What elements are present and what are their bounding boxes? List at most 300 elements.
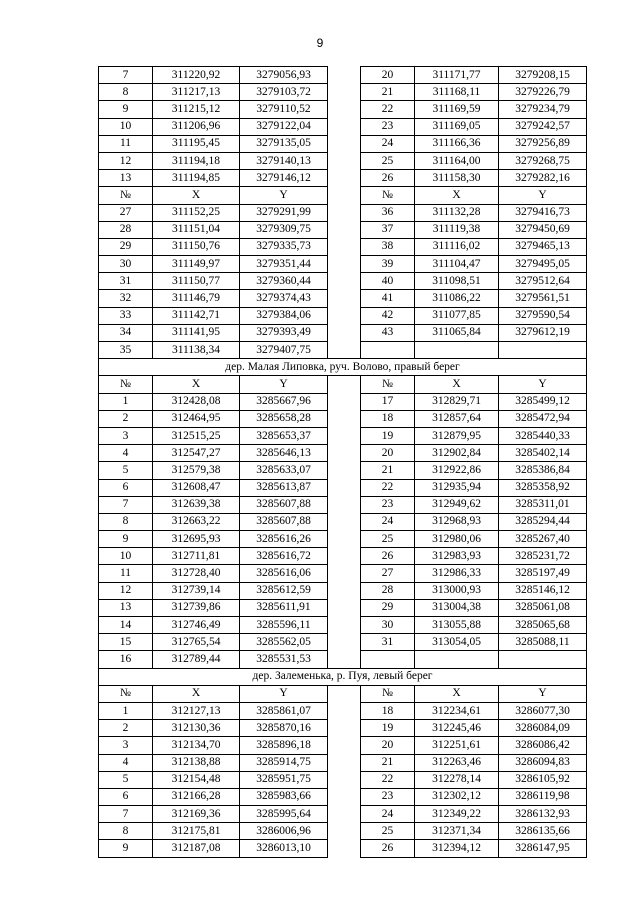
y-coordinate: 3285440,33 xyxy=(499,427,587,444)
point-number: 3 xyxy=(99,737,153,754)
point-number: 41 xyxy=(361,290,415,307)
column-gap xyxy=(328,634,361,651)
table-header-row xyxy=(99,187,587,204)
x-coordinate: 311142,71 xyxy=(153,307,240,324)
column-gap xyxy=(328,788,361,805)
point-number: 1 xyxy=(99,702,153,719)
point-number: 8 xyxy=(99,823,153,840)
y-coordinate: 3285612,59 xyxy=(240,582,328,599)
point-number: 24 xyxy=(361,135,415,152)
point-number: 13 xyxy=(99,170,153,187)
header-point-number: № xyxy=(99,685,153,702)
point-number: 9 xyxy=(99,101,153,118)
point-number: 25 xyxy=(361,152,415,169)
x-coordinate: 311164,00 xyxy=(415,152,499,169)
x-coordinate: 312695,93 xyxy=(153,531,240,548)
section-title: дер. Залеменька, р. Пуя, левый берег xyxy=(99,668,587,685)
y-coordinate: 3285995,64 xyxy=(240,806,328,823)
x-coordinate: 312639,38 xyxy=(153,496,240,513)
x-coordinate: 311119,38 xyxy=(415,221,499,238)
column-gap xyxy=(328,702,361,719)
y-coordinate: 3286084,09 xyxy=(499,720,587,737)
column-gap xyxy=(328,393,361,410)
table-row xyxy=(99,273,587,290)
table-row xyxy=(99,445,587,462)
y-coordinate: 3285088,11 xyxy=(499,634,587,651)
point-number: 6 xyxy=(99,788,153,805)
header-point-number: № xyxy=(99,187,153,204)
y-coordinate: 3285607,88 xyxy=(240,496,328,513)
x-coordinate: 311194,85 xyxy=(153,170,240,187)
x-coordinate: 312949,62 xyxy=(415,496,499,513)
x-coordinate: 311077,85 xyxy=(415,307,499,324)
y-coordinate: 3279103,72 xyxy=(240,84,328,101)
point-number: 18 xyxy=(361,410,415,427)
y-coordinate: 3279465,13 xyxy=(499,238,587,255)
header-y-coordinate: Y xyxy=(499,685,587,702)
header-point-number: № xyxy=(361,187,415,204)
point-number: 13 xyxy=(99,599,153,616)
x-coordinate: 311166,36 xyxy=(415,135,499,152)
x-coordinate: 311171,77 xyxy=(415,67,499,84)
y-coordinate: 3285613,87 xyxy=(240,479,328,496)
x-coordinate: 312608,47 xyxy=(153,479,240,496)
x-coordinate: 311169,05 xyxy=(415,118,499,135)
section-title-row xyxy=(99,668,587,685)
x-coordinate: 312857,64 xyxy=(415,410,499,427)
x-coordinate: 311217,13 xyxy=(153,84,240,101)
y-coordinate: 3279282,16 xyxy=(499,170,587,187)
y-coordinate: 3285061,08 xyxy=(499,599,587,616)
y-coordinate: 3279612,19 xyxy=(499,324,587,341)
x-coordinate: 312234,61 xyxy=(415,702,499,719)
point-number: 31 xyxy=(361,634,415,651)
table-row xyxy=(99,565,587,582)
point-number: 39 xyxy=(361,256,415,273)
table-row xyxy=(99,307,587,324)
x-coordinate: 311138,34 xyxy=(153,342,240,359)
y-coordinate: 3286086,42 xyxy=(499,737,587,754)
x-coordinate: 312902,84 xyxy=(415,445,499,462)
column-gap xyxy=(328,496,361,513)
point-number: 10 xyxy=(99,118,153,135)
y-coordinate: 3279146,12 xyxy=(240,170,328,187)
column-gap xyxy=(328,754,361,771)
point-number: 19 xyxy=(361,720,415,737)
point-number: 6 xyxy=(99,479,153,496)
y-coordinate: 3285562,05 xyxy=(240,634,328,651)
x-coordinate: 312371,34 xyxy=(415,823,499,840)
section-title: дер. Малая Липовка, руч. Волово, правый берег xyxy=(99,359,587,376)
point-number: 5 xyxy=(99,771,153,788)
y-coordinate: 3286013,10 xyxy=(240,840,328,857)
point-number: 11 xyxy=(99,135,153,152)
column-gap xyxy=(328,582,361,599)
point-number: 20 xyxy=(361,67,415,84)
y-coordinate: 3279122,04 xyxy=(240,118,328,135)
point-number: 22 xyxy=(361,771,415,788)
x-coordinate: 311169,59 xyxy=(415,101,499,118)
column-gap xyxy=(328,823,361,840)
point-number: 3 xyxy=(99,427,153,444)
table-row xyxy=(99,342,587,359)
table-row xyxy=(99,221,587,238)
point-number: 30 xyxy=(99,256,153,273)
y-coordinate: 3285667,96 xyxy=(240,393,328,410)
x-coordinate: 311152,25 xyxy=(153,204,240,221)
y-coordinate: 3279208,15 xyxy=(499,67,587,84)
point-number: 25 xyxy=(361,823,415,840)
y-coordinate: 3279393,49 xyxy=(240,324,328,341)
table-row xyxy=(99,290,587,307)
column-gap xyxy=(328,840,361,857)
table-row xyxy=(99,67,587,84)
column-gap xyxy=(328,84,361,101)
x-coordinate: 311150,76 xyxy=(153,238,240,255)
y-coordinate: 3279242,57 xyxy=(499,118,587,135)
x-coordinate: 312245,46 xyxy=(415,720,499,737)
y-coordinate: 3285311,01 xyxy=(499,496,587,513)
x-coordinate: 312728,40 xyxy=(153,565,240,582)
y-coordinate: 3279140,13 xyxy=(240,152,328,169)
x-coordinate: 312428,08 xyxy=(153,393,240,410)
point-number: 11 xyxy=(99,565,153,582)
point-number: 19 xyxy=(361,427,415,444)
y-coordinate: 3285472,94 xyxy=(499,410,587,427)
point-number: 27 xyxy=(361,565,415,582)
header-x-coordinate: X xyxy=(415,187,499,204)
table-row xyxy=(99,702,587,719)
table-row xyxy=(99,479,587,496)
point-number: 9 xyxy=(99,531,153,548)
table-row xyxy=(99,771,587,788)
point-number: 21 xyxy=(361,462,415,479)
x-coordinate: 312349,22 xyxy=(415,806,499,823)
column-gap xyxy=(328,187,361,204)
column-gap xyxy=(328,462,361,479)
point-number: 5 xyxy=(99,462,153,479)
column-gap xyxy=(328,531,361,548)
header-x-coordinate: X xyxy=(153,187,240,204)
header-point-number: № xyxy=(361,376,415,393)
y-coordinate: 3279256,89 xyxy=(499,135,587,152)
x-coordinate: 312464,95 xyxy=(153,410,240,427)
y-coordinate: 3285658,28 xyxy=(240,410,328,427)
column-gap xyxy=(328,479,361,496)
y-coordinate: 3279512,64 xyxy=(499,273,587,290)
y-coordinate: 3285983,66 xyxy=(240,788,328,805)
y-coordinate xyxy=(499,342,587,359)
x-coordinate: 311194,18 xyxy=(153,152,240,169)
y-coordinate: 3285616,26 xyxy=(240,531,328,548)
y-coordinate: 3285596,11 xyxy=(240,617,328,634)
column-gap xyxy=(328,273,361,290)
point-number: 21 xyxy=(361,754,415,771)
header-x-coordinate: X xyxy=(153,376,240,393)
header-y-coordinate: Y xyxy=(499,187,587,204)
x-coordinate: 312175,81 xyxy=(153,823,240,840)
x-coordinate: 311151,04 xyxy=(153,221,240,238)
table-row xyxy=(99,548,587,565)
x-coordinate: 311116,02 xyxy=(415,238,499,255)
y-coordinate: 3285402,14 xyxy=(499,445,587,462)
y-coordinate xyxy=(499,651,587,668)
point-number: 22 xyxy=(361,101,415,118)
x-coordinate: 312879,95 xyxy=(415,427,499,444)
point-number: 34 xyxy=(99,324,153,341)
y-coordinate: 3285146,12 xyxy=(499,582,587,599)
y-coordinate: 3285896,18 xyxy=(240,737,328,754)
y-coordinate: 3279226,79 xyxy=(499,84,587,101)
table-row xyxy=(99,152,587,169)
column-gap xyxy=(328,617,361,634)
y-coordinate: 3285499,12 xyxy=(499,393,587,410)
x-coordinate: 312789,44 xyxy=(153,651,240,668)
point-number: 35 xyxy=(99,342,153,359)
y-coordinate: 3286132,93 xyxy=(499,806,587,823)
point-number: 20 xyxy=(361,445,415,462)
y-coordinate: 3286105,92 xyxy=(499,771,587,788)
column-gap xyxy=(328,771,361,788)
point-number: 25 xyxy=(361,531,415,548)
y-coordinate: 3279291,99 xyxy=(240,204,328,221)
x-coordinate: 312251,61 xyxy=(415,737,499,754)
header-point-number: № xyxy=(99,376,153,393)
table-row xyxy=(99,737,587,754)
point-number: 23 xyxy=(361,788,415,805)
y-coordinate: 3279416,73 xyxy=(499,204,587,221)
table-row xyxy=(99,617,587,634)
point-number: 38 xyxy=(361,238,415,255)
point-number: 29 xyxy=(361,599,415,616)
table-row xyxy=(99,101,587,118)
point-number: 24 xyxy=(361,513,415,530)
x-coordinate: 312935,94 xyxy=(415,479,499,496)
x-coordinate: 312127,13 xyxy=(153,702,240,719)
x-coordinate: 311149,97 xyxy=(153,256,240,273)
y-coordinate: 3286094,83 xyxy=(499,754,587,771)
x-coordinate: 312278,14 xyxy=(415,771,499,788)
point-number: 12 xyxy=(99,152,153,169)
y-coordinate: 3279590,54 xyxy=(499,307,587,324)
table-row xyxy=(99,170,587,187)
point-number: 18 xyxy=(361,702,415,719)
table-row xyxy=(99,118,587,135)
header-y-coordinate: Y xyxy=(499,376,587,393)
y-coordinate: 3279309,75 xyxy=(240,221,328,238)
point-number: 2 xyxy=(99,720,153,737)
table-row xyxy=(99,788,587,805)
column-gap xyxy=(328,410,361,427)
x-coordinate: 311104,47 xyxy=(415,256,499,273)
point-number: 43 xyxy=(361,324,415,341)
y-coordinate: 3286006,96 xyxy=(240,823,328,840)
header-y-coordinate: Y xyxy=(240,187,328,204)
point-number: 23 xyxy=(361,496,415,513)
y-coordinate: 3286077,30 xyxy=(499,702,587,719)
column-gap xyxy=(328,307,361,324)
y-coordinate: 3286147,95 xyxy=(499,840,587,857)
point-number: 8 xyxy=(99,84,153,101)
y-coordinate: 3279450,69 xyxy=(499,221,587,238)
x-coordinate: 311206,96 xyxy=(153,118,240,135)
point-number: 21 xyxy=(361,84,415,101)
point-number: 15 xyxy=(99,634,153,651)
point-number: 12 xyxy=(99,582,153,599)
table-row xyxy=(99,135,587,152)
x-coordinate: 312968,93 xyxy=(415,513,499,530)
column-gap xyxy=(328,685,361,702)
point-number: 17 xyxy=(361,393,415,410)
table-row xyxy=(99,823,587,840)
page-number: 9 xyxy=(316,36,324,50)
point-number: 9 xyxy=(99,840,153,857)
y-coordinate: 3279135,05 xyxy=(240,135,328,152)
x-coordinate: 311168,11 xyxy=(415,84,499,101)
table-row xyxy=(99,754,587,771)
header-y-coordinate: Y xyxy=(240,376,328,393)
point-number: 40 xyxy=(361,273,415,290)
column-gap xyxy=(328,565,361,582)
table-row xyxy=(99,204,587,221)
coordinates-table xyxy=(98,66,587,858)
table-row xyxy=(99,462,587,479)
x-coordinate: 312983,93 xyxy=(415,548,499,565)
point-number: 37 xyxy=(361,221,415,238)
table-row xyxy=(99,324,587,341)
y-coordinate: 3285386,84 xyxy=(499,462,587,479)
point-number: 4 xyxy=(99,445,153,462)
x-coordinate: 311098,51 xyxy=(415,273,499,290)
section-title-row xyxy=(99,359,587,376)
x-coordinate: 312746,49 xyxy=(153,617,240,634)
column-gap xyxy=(328,737,361,754)
x-coordinate: 311141,95 xyxy=(153,324,240,341)
point-number: 20 xyxy=(361,737,415,754)
point-number: 7 xyxy=(99,496,153,513)
x-coordinate: 311132,28 xyxy=(415,204,499,221)
x-coordinate: 311195,45 xyxy=(153,135,240,152)
table-row xyxy=(99,599,587,616)
column-gap xyxy=(328,548,361,565)
x-coordinate: 312187,08 xyxy=(153,840,240,857)
y-coordinate: 3285065,68 xyxy=(499,617,587,634)
column-gap xyxy=(328,342,361,359)
column-gap xyxy=(328,290,361,307)
x-coordinate: 312986,33 xyxy=(415,565,499,582)
point-number: 1 xyxy=(99,393,153,410)
table-row xyxy=(99,840,587,857)
y-coordinate: 3285646,13 xyxy=(240,445,328,462)
point-number: 27 xyxy=(99,204,153,221)
column-gap xyxy=(328,599,361,616)
table-row xyxy=(99,84,587,101)
column-gap xyxy=(328,720,361,737)
table-row xyxy=(99,720,587,737)
point-number: 7 xyxy=(99,67,153,84)
x-coordinate: 312154,48 xyxy=(153,771,240,788)
x-coordinate: 312166,28 xyxy=(153,788,240,805)
column-gap xyxy=(328,170,361,187)
y-coordinate: 3286119,98 xyxy=(499,788,587,805)
y-coordinate: 3279384,06 xyxy=(240,307,328,324)
point-number: 22 xyxy=(361,479,415,496)
table-row xyxy=(99,806,587,823)
table-header-row xyxy=(99,685,587,702)
x-coordinate: 313054,05 xyxy=(415,634,499,651)
y-coordinate: 3279268,75 xyxy=(499,152,587,169)
point-number: 24 xyxy=(361,806,415,823)
y-coordinate: 3285861,07 xyxy=(240,702,328,719)
point-number xyxy=(361,651,415,668)
y-coordinate: 3285231,72 xyxy=(499,548,587,565)
column-gap xyxy=(328,118,361,135)
point-number: 42 xyxy=(361,307,415,324)
header-x-coordinate: X xyxy=(415,685,499,702)
x-coordinate: 312169,36 xyxy=(153,806,240,823)
x-coordinate: 312739,86 xyxy=(153,599,240,616)
x-coordinate: 311220,92 xyxy=(153,67,240,84)
x-coordinate xyxy=(415,342,499,359)
x-coordinate: 312515,25 xyxy=(153,427,240,444)
column-gap xyxy=(328,445,361,462)
point-number: 10 xyxy=(99,548,153,565)
table-header-row xyxy=(99,376,587,393)
y-coordinate: 3285633,07 xyxy=(240,462,328,479)
table-row xyxy=(99,513,587,530)
x-coordinate: 313004,38 xyxy=(415,599,499,616)
x-coordinate: 312547,27 xyxy=(153,445,240,462)
y-coordinate: 3285267,40 xyxy=(499,531,587,548)
header-x-coordinate: X xyxy=(415,376,499,393)
y-coordinate: 3279360,44 xyxy=(240,273,328,290)
x-coordinate: 312579,38 xyxy=(153,462,240,479)
y-coordinate: 3279234,79 xyxy=(499,101,587,118)
y-coordinate: 3285607,88 xyxy=(240,513,328,530)
x-coordinate: 313000,93 xyxy=(415,582,499,599)
column-gap xyxy=(328,376,361,393)
point-number: 2 xyxy=(99,410,153,427)
point-number: 28 xyxy=(99,221,153,238)
y-coordinate: 3285653,37 xyxy=(240,427,328,444)
x-coordinate: 313055,88 xyxy=(415,617,499,634)
table-row xyxy=(99,634,587,651)
y-coordinate: 3279561,51 xyxy=(499,290,587,307)
header-point-number: № xyxy=(361,685,415,702)
x-coordinate: 312134,70 xyxy=(153,737,240,754)
column-gap xyxy=(328,135,361,152)
point-number: 8 xyxy=(99,513,153,530)
x-coordinate: 312394,12 xyxy=(415,840,499,857)
point-number: 28 xyxy=(361,582,415,599)
header-y-coordinate: Y xyxy=(240,685,328,702)
y-coordinate: 3285914,75 xyxy=(240,754,328,771)
column-gap xyxy=(328,256,361,273)
table-row xyxy=(99,651,587,668)
y-coordinate: 3279110,52 xyxy=(240,101,328,118)
point-number: 32 xyxy=(99,290,153,307)
column-gap xyxy=(328,238,361,255)
y-coordinate: 3285616,72 xyxy=(240,548,328,565)
point-number: 26 xyxy=(361,170,415,187)
table-row xyxy=(99,410,587,427)
point-number xyxy=(361,342,415,359)
table-row xyxy=(99,531,587,548)
y-coordinate: 3285197,49 xyxy=(499,565,587,582)
table-row xyxy=(99,393,587,410)
y-coordinate: 3285294,44 xyxy=(499,513,587,530)
point-number: 7 xyxy=(99,806,153,823)
